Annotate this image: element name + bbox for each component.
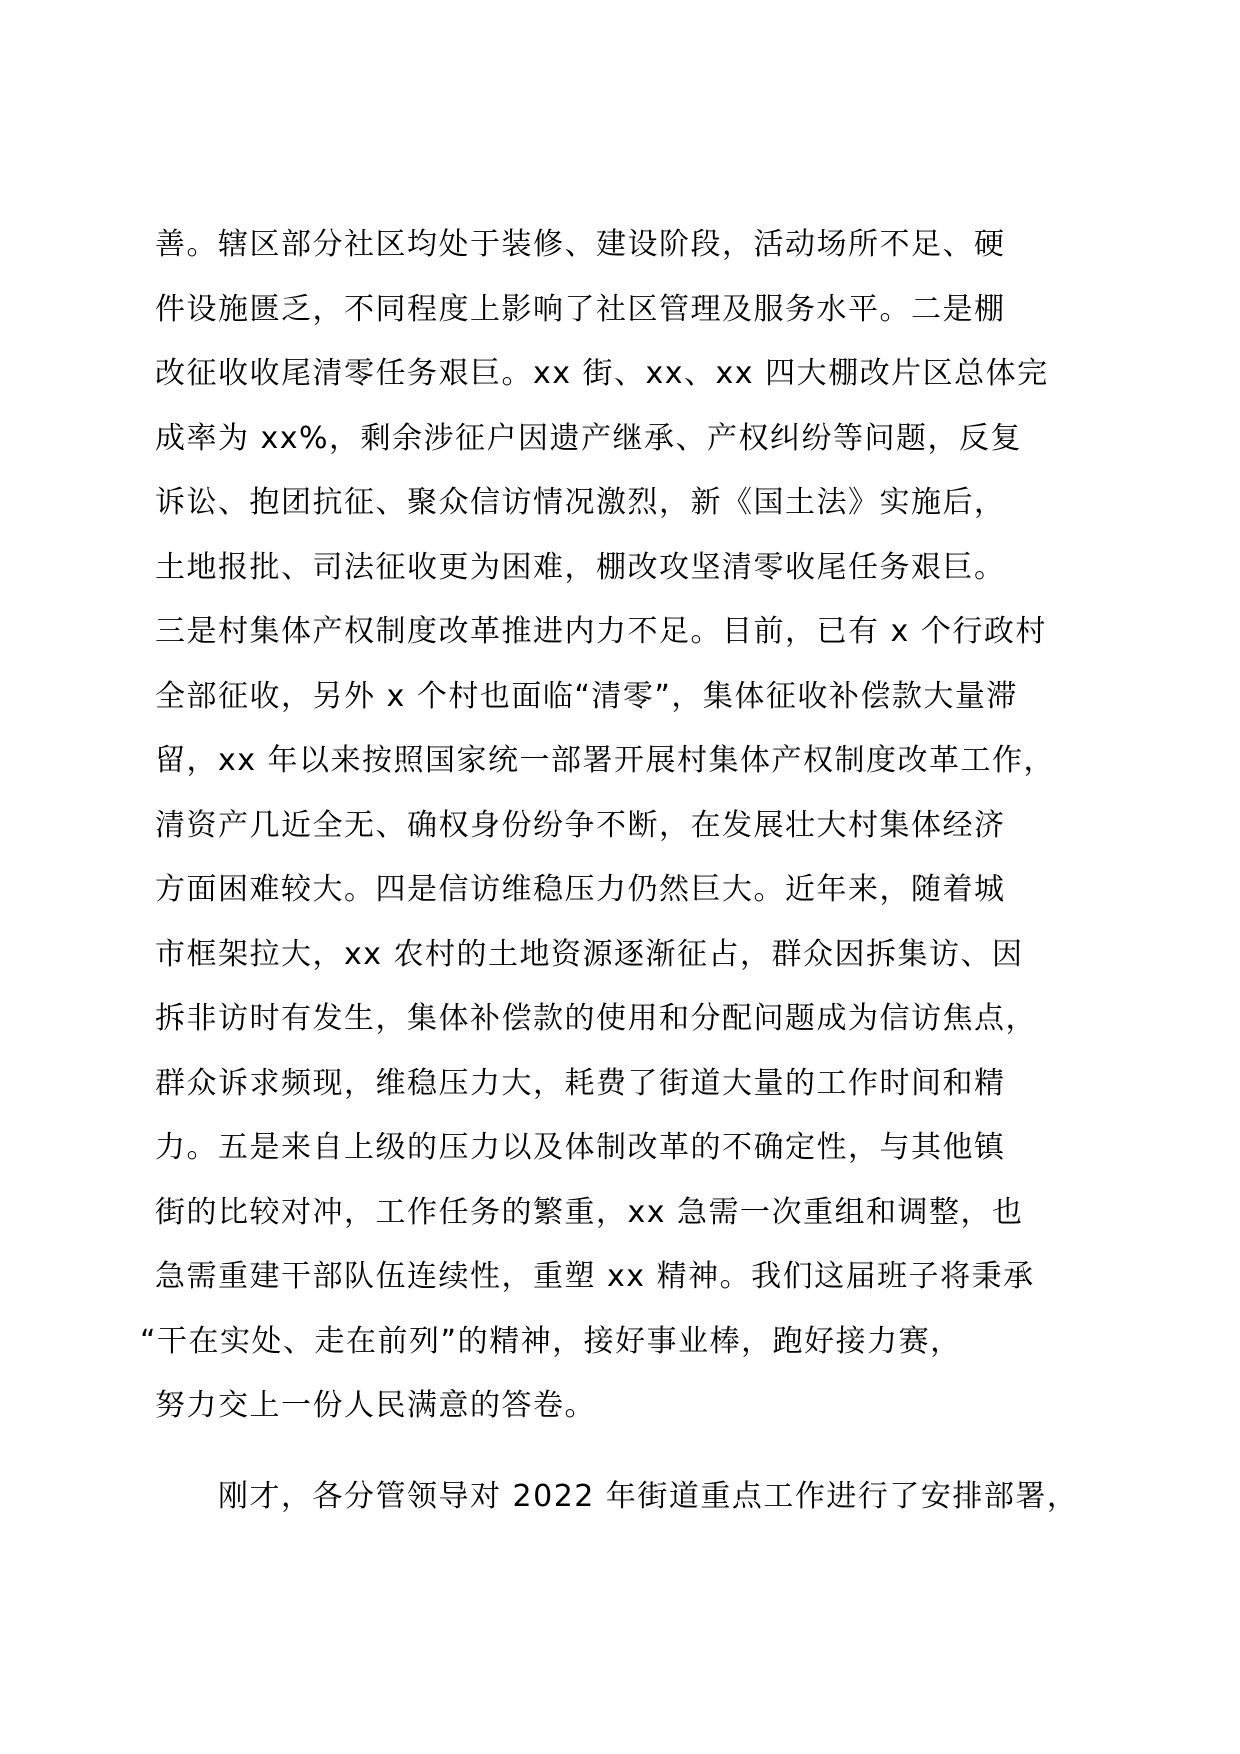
text-line: 善。辖区部分社区均处于装修、建设阶段，活动场所不足、硬 <box>155 227 1006 262</box>
text-line: 拆非访时有发生，集体补偿款的使用和分配问题成为信访焦点， <box>155 1001 1037 1036</box>
text-line: 改征收收尾清零任务艰巨。xx 街、xx、xx 四大棚改片区总体完 <box>155 356 1049 391</box>
text-line: 清资产几近全无、确权身份纷争不断，在发展壮大村集体经济 <box>155 808 1006 843</box>
text-line: 力。五是来自上级的压力以及体制改革的不确定性，与其他镇 <box>155 1130 1006 1165</box>
paragraph-first-line: 刚才，各分管领导对 2022 年街道重点工作进行了安排部署， <box>218 1479 1079 1514</box>
text-line: 土地报批、司法征收更为困难，棚改攻坚清零收尾任务艰巨。 <box>155 550 1006 585</box>
text-line: 件设施匮乏，不同程度上影响了社区管理及服务水平。二是棚 <box>155 292 1006 327</box>
text-line: 市框架拉大，xx 农村的土地资源逐渐征占，群众因拆集访、因 <box>155 937 1024 972</box>
text-line: 努力交上一份人民满意的答卷。 <box>155 1388 596 1423</box>
text-line: 留，xx 年以来按照国家统一部署开展村集体产权制度改革工作， <box>155 743 1056 778</box>
text-line: 方面困难较大。四是信访维稳压力仍然巨大。近年来，随着城 <box>155 872 1006 907</box>
text-line: 街的比较对冲，工作任务的繁重，xx 急需一次重组和调整，也 <box>155 1195 1024 1230</box>
text-line: 急需重建干部队伍连续性，重塑 xx 精神。我们这届班子将秉承 <box>155 1259 1035 1294</box>
text-line: 成率为 xx%，剩余涉征户因遗产继承、产权纠纷等问题，反复 <box>155 421 1023 456</box>
text-line: 群众诉求频现，维稳压力大，耗费了街道大量的工作时间和精 <box>155 1066 1006 1101</box>
text-line: 全部征收，另外 x 个村也面临“清零”，集体征收补偿款大量滞 <box>155 679 1018 714</box>
text-line: 诉讼、抱团抗征、聚众信访情况激烈，新《国土法》实施后， <box>155 485 1006 520</box>
text-line: “干在实处、走在前列”的精神，接好事业棒，跑好接力赛， <box>140 1324 962 1359</box>
text-line: 三是村集体产权制度改革推进内力不足。目前，已有 x 个行政村 <box>155 614 1047 649</box>
